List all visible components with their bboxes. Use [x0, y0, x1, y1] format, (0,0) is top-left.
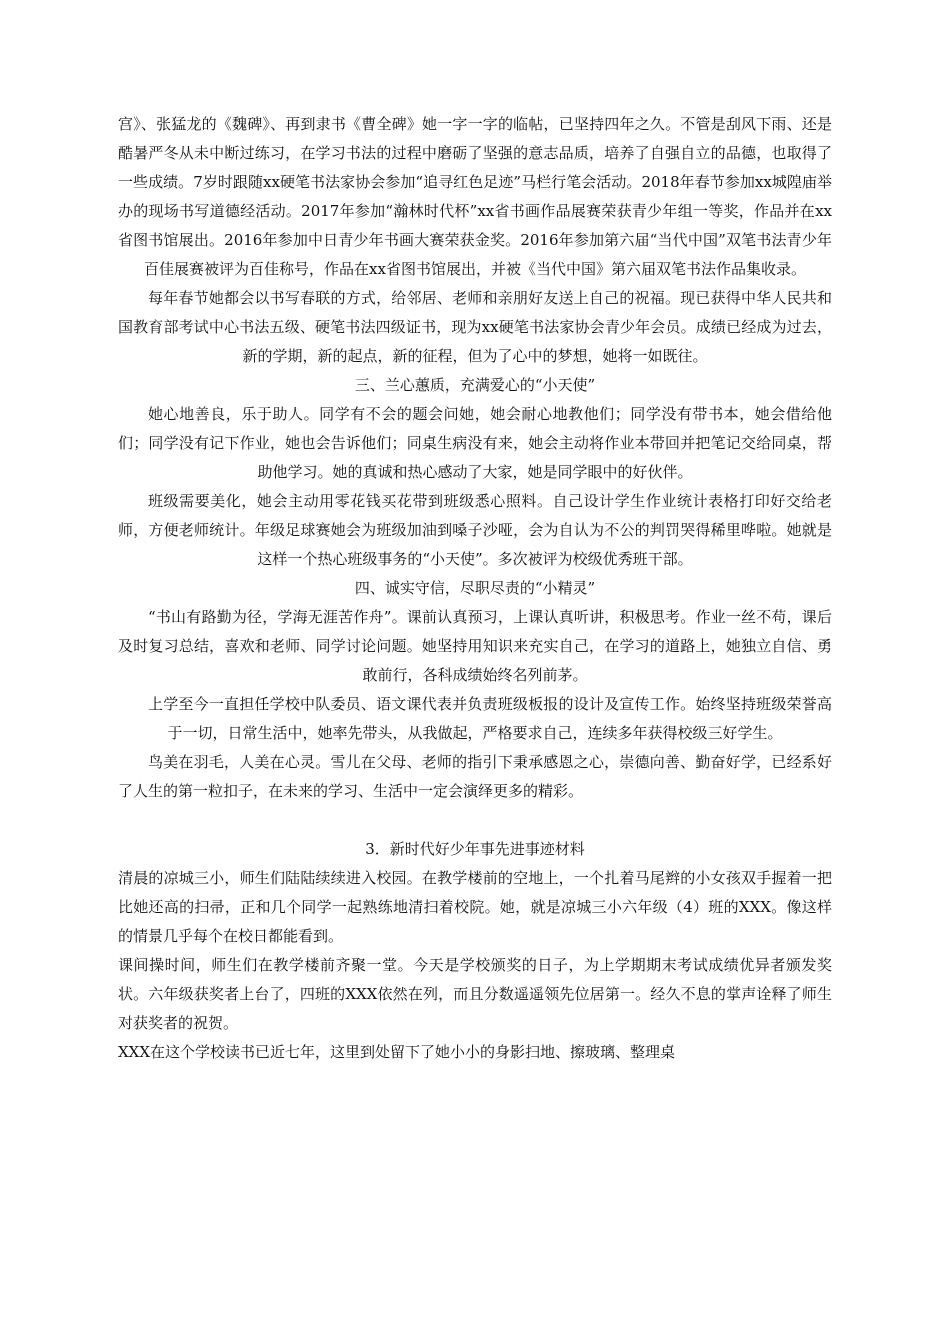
paragraph-class-service: 班级需要美化，她会主动用零花钱买花带到班级悉心照料。自己设计学生作业统计表格打印好交给老师，方便老师统计。年级足球赛她会为班级加油到嗓子沙哑，会为自认为不公的判罚哭得稀里哗啦。她就是这样一个热心班级事务的“小天使”。多次被评为校级优秀班干部。	[118, 492, 832, 568]
spacer	[118, 806, 832, 835]
paragraph-conclusion: 鸟美在羽毛，人美在心灵。雪儿在父母、老师的指引下秉承感恩之心，崇德向善、勤奋好学，已经系好了人生的第一粒扣子，在未来的学习、生活中一定会演绎更多的精彩。	[118, 753, 832, 800]
paragraph-study-habits: “书山有路勤为径，学海无涯苦作舟”。课前认真预习，上课认真听讲，积极思考。作业一丝不苟，课后及时复习总结，喜欢和老师、同学讨论问题。她坚持用知识来充实自己，在学习的道路上，她独立自信、勇敢前行，各科成绩始终名列前茅。	[118, 608, 832, 684]
section-heading-little-sprite: 四、诚实守信，尽职尽责的“小精灵”	[354, 579, 596, 597]
paragraph-award-ceremony: 课间操时间，师生们在教学楼前齐聚一堂。今天是学校颁奖的日子，为上学期期末考试成绩优异者颁发奖状。六年级获奖者上台了，四班的XXX依然在列，而且分数遥遥领先位居第一。经久不息的掌声诠释了师生对获奖者的祝贺。	[118, 956, 832, 1032]
paragraph-class-duties: 上学至今一直担任学校中队委员、语文课代表并负责班级板报的设计及宣传工作。始终坚持班级荣誉高于一切，日常生活中，她率先带头，从我做起，严格要求自己，连续多年获得校级三好学生。	[148, 695, 832, 742]
paragraph-spring-couplets: 每年春节她都会以书写春联的方式，给邻居、老师和亲朋好友送上自己的祝福。现已获得中华人民共和国教育部考试中心书法五级、硬笔书法四级证书，现为xx硬笔书法家协会青少年会员。成绩已经成为过去，新的学期，新的起点，新的征程，但为了心中的梦想，她将一如既往。	[118, 289, 832, 365]
document-page	[118, 110, 832, 1067]
section-heading-little-angel: 三、兰心蕙质，充满爱心的“小天使”	[354, 376, 596, 394]
paragraph-kind-helper: 她心地善良，乐于助人。同学有不会的题会问她，她会耐心地教他们；同学没有带书本，她会借给他们；同学没有记下作业，她也会告诉他们；同桌生病没有来，她会主动将作业本带回并把笔记交给同桌，帮助他学习。她的真诚和热心感动了大家，她是同学眼中的好伙伴。	[118, 405, 832, 481]
paragraph-calligraphy-achievements: 宫》、张猛龙的《魏碑》、再到隶书《曹全碑》她一字一字的临帖，已坚持四年之久。不管是刮风下雨、还是酷暑严冬从未中断过练习，在学习书法的过程中磨砺了坚强的意志品质，培养了自强自立的品德，也取得了一些成绩。7岁时跟随xx硬笔书法家协会参加“追寻红色足迹”马栏行笔会活动。2018年春节参加xx城隍庙举办的现场书写道德经活动。2017年参加“瀚林时代杯”xx省书画作品展赛荣获青少年组一等奖，作品并在xx省图书馆展出。2016年参加中日青少年书画大赛荣获金奖。2016年参加第六届“当代中国”双笔书法青少年百佳展赛被评为百佳称号，作品在xx省图书馆展出，并被《当代中国》第六届双笔书法作品集收录。	[118, 115, 832, 278]
paragraph-morning-cleaning: 清晨的凉城三小，师生们陆陆续续进入校园。在教学楼前的空地上，一个扎着马尾辫的小女孩双手握着一把比她还高的扫帚，正和几个同学一起熟练地清扫着校院。她，就是凉城三小六年级（4）班的XXX。像这样的情景几乎每个在校日都能看到。	[118, 869, 832, 945]
article-heading: 3．新时代好少年事先进事迹材料	[365, 840, 585, 858]
paragraph-seven-years: XXX在这个学校读书已近七年，这里到处留下了她小小的身影扫地、擦玻璃、整理桌	[118, 1043, 676, 1061]
